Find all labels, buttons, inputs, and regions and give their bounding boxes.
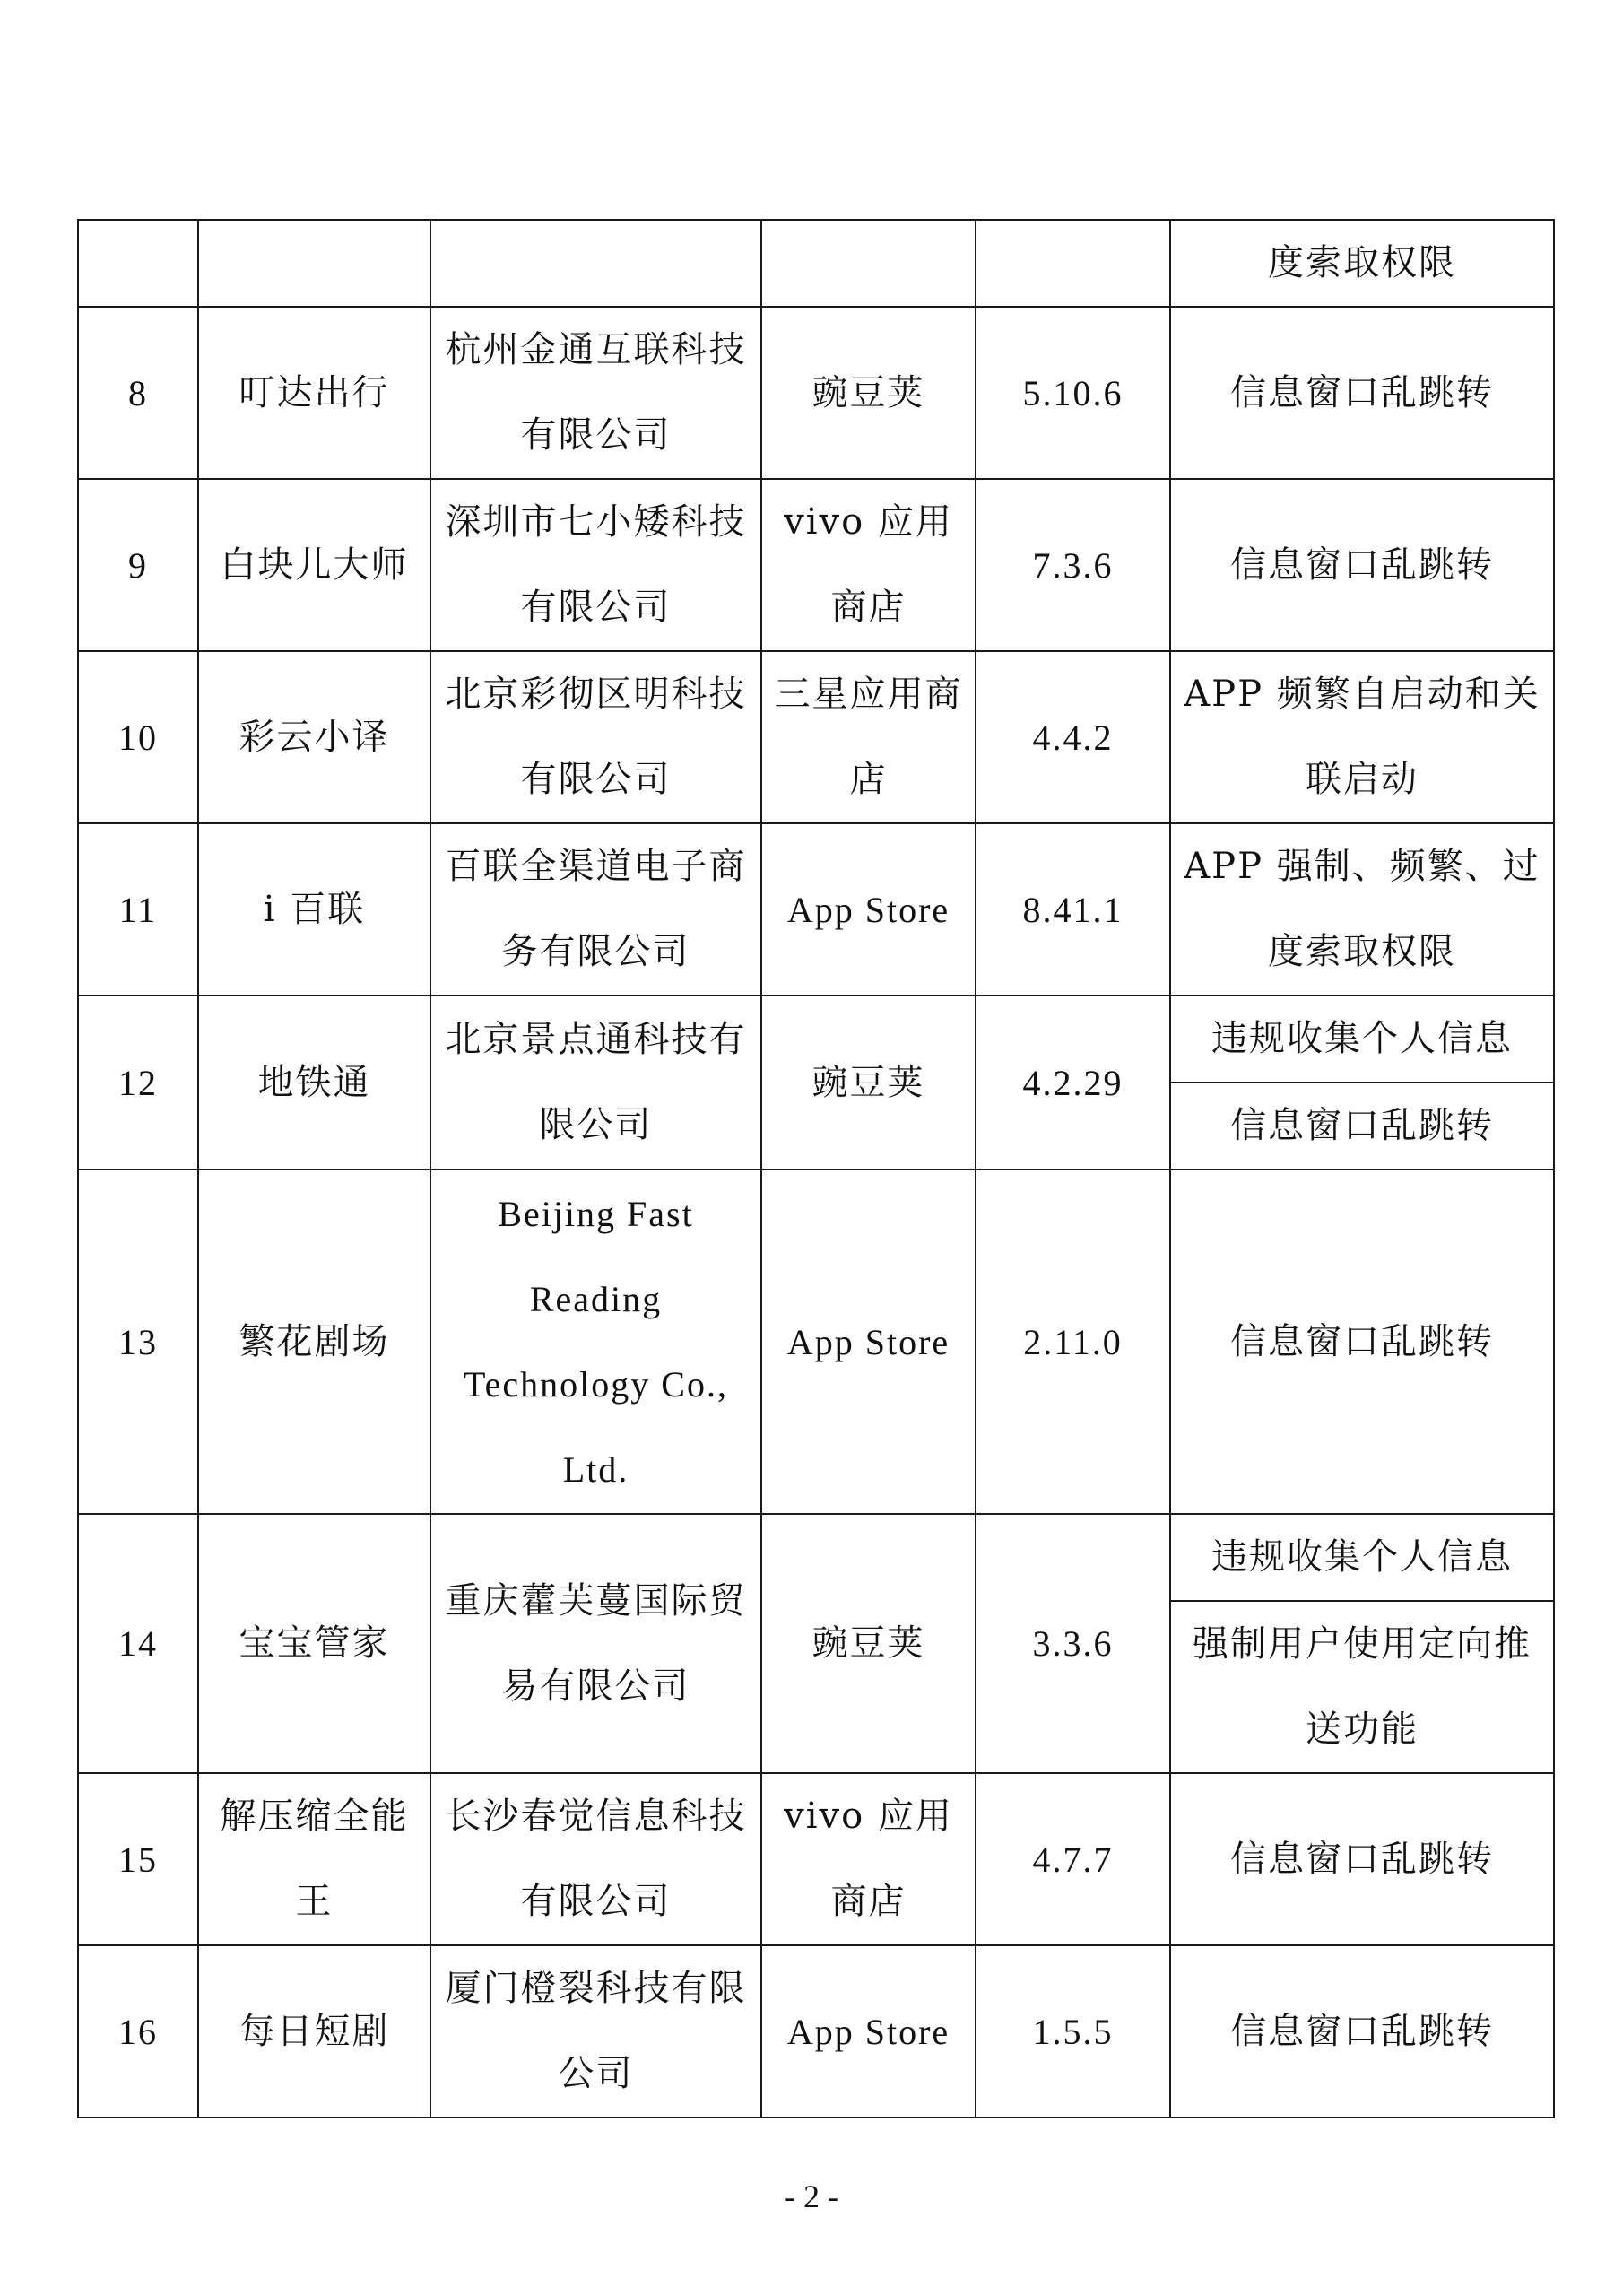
store-cell: vivo 应用商店 xyxy=(761,1773,976,1945)
company-cell: 杭州金通互联科技有限公司 xyxy=(430,307,761,479)
no-cell: 14 xyxy=(78,1514,198,1773)
company-cell: 长沙春觉信息科技有限公司 xyxy=(430,1773,761,1945)
app-name-cell: 地铁通 xyxy=(198,996,430,1170)
version-cell: 1.5.5 xyxy=(976,1945,1170,2118)
issue-cell: 违规收集个人信息 xyxy=(1170,996,1554,1083)
version-cell: 2.11.0 xyxy=(976,1170,1170,1514)
app-violation-table xyxy=(77,219,1555,2118)
no-cell: 15 xyxy=(78,1773,198,1945)
store-cell: App Store xyxy=(761,1945,976,2118)
company-cell: 北京彩彻区明科技有限公司 xyxy=(430,651,761,823)
issue-cell: 信息窗口乱跳转 xyxy=(1170,1945,1554,2118)
version-cell: 4.7.7 xyxy=(976,1773,1170,1945)
app-name-cell: 繁花剧场 xyxy=(198,1170,430,1514)
company-cell: 深圳市七小矮科技有限公司 xyxy=(430,479,761,651)
no-cell: 11 xyxy=(78,823,198,996)
no-cell: 10 xyxy=(78,651,198,823)
issue-cell: 信息窗口乱跳转 xyxy=(1170,1170,1554,1514)
page-number: - 2 - xyxy=(785,2179,838,2214)
table-row xyxy=(78,1514,1554,1601)
app-name-cell: 每日短剧 xyxy=(198,1945,430,2118)
store-cell: App Store xyxy=(761,823,976,996)
table-row xyxy=(78,651,1554,823)
store-cell: 豌豆荚 xyxy=(761,996,976,1170)
no-cell: 8 xyxy=(78,307,198,479)
table-row xyxy=(78,220,1554,307)
no-cell: 9 xyxy=(78,479,198,651)
company-cell: 百联全渠道电子商务有限公司 xyxy=(430,823,761,996)
issue-cell: APP 频繁自启动和关联启动 xyxy=(1170,651,1554,823)
table-row xyxy=(78,307,1554,479)
store-cell: 豌豆荚 xyxy=(761,307,976,479)
store-cell: App Store xyxy=(761,1170,976,1514)
app-name-cell: 白块儿大师 xyxy=(198,479,430,651)
no-cell xyxy=(78,220,198,307)
app-name-cell: 宝宝管家 xyxy=(198,1514,430,1773)
version-cell: 4.2.29 xyxy=(976,996,1170,1170)
app-name-cell: 叮达出行 xyxy=(198,307,430,479)
table-row xyxy=(78,823,1554,996)
issue-cell: 度索取权限 xyxy=(1170,220,1554,307)
issue-cell: 强制用户使用定向推送功能 xyxy=(1170,1601,1554,1773)
company-cell: 北京景点通科技有限公司 xyxy=(430,996,761,1170)
store-cell: 豌豆荚 xyxy=(761,1514,976,1773)
store-cell: 三星应用商店 xyxy=(761,651,976,823)
version-cell: 5.10.6 xyxy=(976,307,1170,479)
store-cell: vivo 应用商店 xyxy=(761,479,976,651)
issue-cell: 信息窗口乱跳转 xyxy=(1170,1773,1554,1945)
company-cell: 重庆藿芙蔓国际贸易有限公司 xyxy=(430,1514,761,1773)
app-name-cell xyxy=(198,220,430,307)
table-row xyxy=(78,479,1554,651)
no-cell: 13 xyxy=(78,1170,198,1514)
version-cell: 7.3.6 xyxy=(976,479,1170,651)
version-cell: 4.4.2 xyxy=(976,651,1170,823)
issue-cell: 信息窗口乱跳转 xyxy=(1170,479,1554,651)
app-name-cell: 彩云小译 xyxy=(198,651,430,823)
version-cell: 8.41.1 xyxy=(976,823,1170,996)
no-cell: 16 xyxy=(78,1945,198,2118)
app-name-cell: i 百联 xyxy=(198,823,430,996)
company-cell: Beijing Fast Reading Technology Co., Ltd. xyxy=(430,1170,761,1514)
table-row xyxy=(78,1773,1554,1945)
version-cell xyxy=(976,220,1170,307)
company-cell xyxy=(430,220,761,307)
table-row xyxy=(78,1170,1554,1514)
app-name-cell: 解压缩全能王 xyxy=(198,1773,430,1945)
issue-cell: 信息窗口乱跳转 xyxy=(1170,1083,1554,1170)
issue-cell: 信息窗口乱跳转 xyxy=(1170,307,1554,479)
company-cell: 厦门橙裂科技有限公司 xyxy=(430,1945,761,2118)
version-cell: 3.3.6 xyxy=(976,1514,1170,1773)
issue-cell: 违规收集个人信息 xyxy=(1170,1514,1554,1601)
table-row xyxy=(78,996,1554,1083)
issue-cell: APP 强制、频繁、过度索取权限 xyxy=(1170,823,1554,996)
table-row xyxy=(78,1945,1554,2118)
store-cell xyxy=(761,220,976,307)
no-cell: 12 xyxy=(78,996,198,1170)
